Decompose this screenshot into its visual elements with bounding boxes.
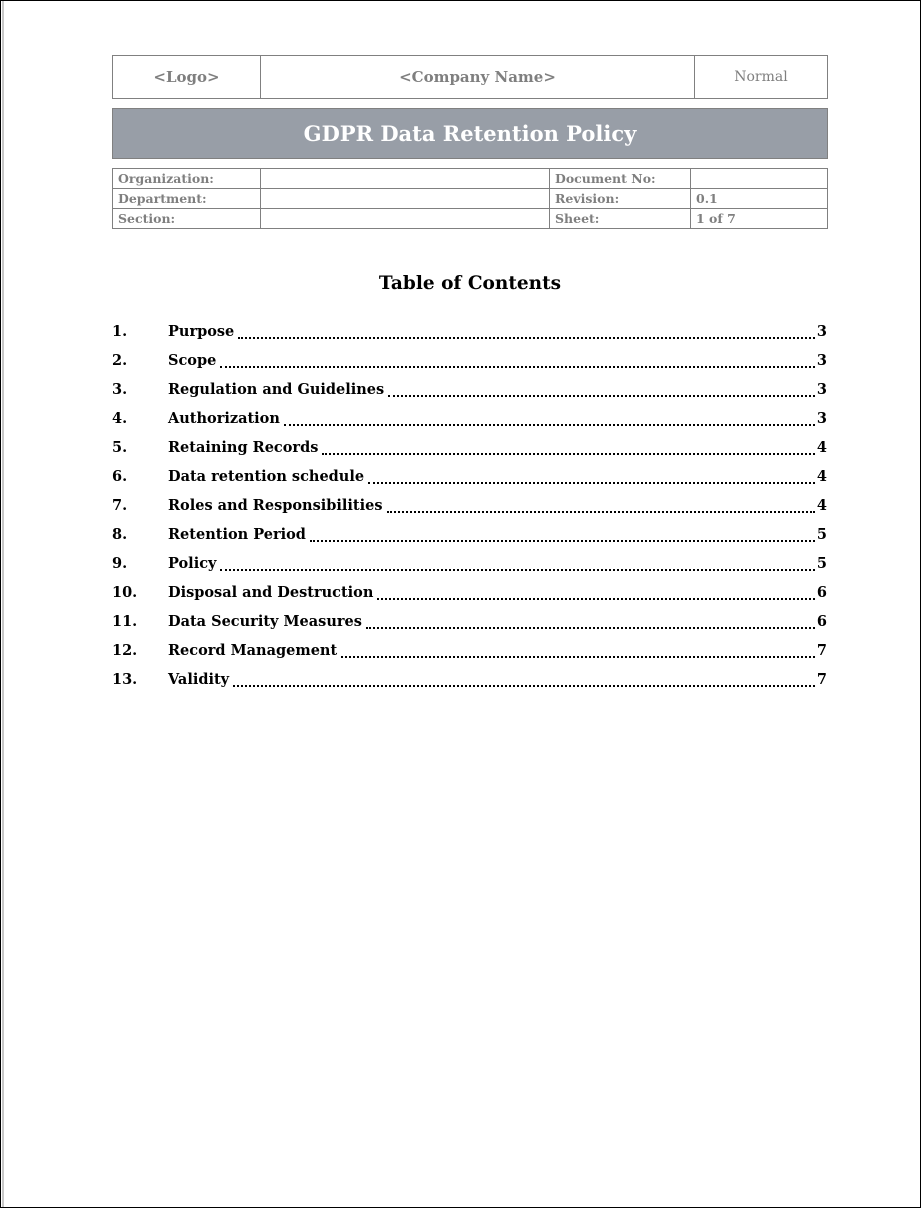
toc-entry[interactable] — [112, 375, 827, 404]
toc-entry[interactable] — [112, 549, 827, 578]
toc-dot-leader — [322, 439, 815, 455]
meta-row — [113, 169, 828, 189]
organization-value — [261, 169, 550, 189]
toc-entry-label[interactable]: Scope — [168, 352, 217, 369]
revision-value: 0.1 — [691, 189, 828, 209]
toc-entry-page[interactable]: 5 — [816, 555, 827, 572]
department-value — [261, 189, 550, 209]
toc-entry-number: 9. — [112, 555, 128, 572]
toc-entry-label[interactable]: Purpose — [168, 323, 235, 340]
toc-entry[interactable] — [112, 404, 827, 433]
toc-entry-number: 10. — [112, 584, 138, 601]
toc-entry-number: 1. — [112, 323, 128, 340]
meta-row — [113, 209, 828, 229]
toc-entry-number: 13. — [112, 671, 138, 688]
toc-entry-page[interactable]: 4 — [816, 439, 827, 456]
toc-entry[interactable] — [112, 433, 827, 462]
document-no-label: Document No: — [550, 169, 691, 189]
document-title: GDPR Data Retention Policy — [112, 108, 828, 159]
toc-title: Table of Contents — [378, 273, 562, 294]
toc-entry-number: 2. — [112, 352, 128, 369]
table-of-contents — [112, 317, 827, 694]
toc-entry[interactable] — [112, 520, 827, 549]
toc-dot-leader — [366, 613, 815, 629]
revision-label: Revision: — [550, 189, 691, 209]
toc-entry-page[interactable]: 5 — [816, 526, 827, 543]
toc-entry-number: 7. — [112, 497, 128, 514]
toc-entry[interactable] — [112, 607, 827, 636]
organization-label: Organization: — [113, 169, 261, 189]
company-name: <Company Name> — [261, 56, 695, 98]
toc-dot-leader — [220, 555, 814, 571]
document-meta-table — [112, 168, 828, 229]
toc-entry-page[interactable]: 3 — [816, 381, 827, 398]
toc-entry-page[interactable]: 7 — [816, 642, 827, 659]
toc-entry-label[interactable]: Data retention schedule — [168, 468, 365, 485]
toc-dot-leader — [238, 323, 815, 339]
header-table — [112, 55, 828, 99]
toc-entry-page[interactable]: 3 — [816, 323, 827, 340]
toc-entry-page[interactable]: 3 — [816, 352, 827, 369]
toc-entry[interactable] — [112, 346, 827, 375]
toc-dot-leader — [341, 642, 815, 658]
toc-entry-number: 6. — [112, 468, 128, 485]
toc-entry[interactable] — [112, 578, 827, 607]
toc-entry[interactable] — [112, 462, 827, 491]
toc-entry-label[interactable]: Validity — [168, 671, 230, 688]
meta-row — [113, 189, 828, 209]
toc-dot-leader — [220, 352, 815, 368]
section-label: Section: — [113, 209, 261, 229]
toc-entry[interactable] — [112, 317, 827, 346]
toc-entry-label[interactable]: Policy — [168, 555, 217, 572]
toc-entry-label[interactable]: Regulation and Guidelines — [168, 381, 385, 398]
logo-placeholder: <Logo> — [113, 56, 261, 98]
document-no-value — [691, 169, 828, 189]
toc-dot-leader — [310, 526, 815, 542]
sheet-value: 1 of 7 — [691, 209, 828, 229]
toc-entry-label[interactable]: Record Management — [168, 642, 338, 659]
toc-entry-label[interactable]: Authorization — [168, 410, 280, 427]
toc-entry-number: 4. — [112, 410, 128, 427]
toc-entry-page[interactable]: 6 — [816, 613, 827, 630]
toc-entry[interactable] — [112, 665, 827, 694]
toc-entry-page[interactable]: 7 — [816, 671, 827, 688]
sheet-label: Sheet: — [550, 209, 691, 229]
toc-entry-number: 3. — [112, 381, 128, 398]
toc-entry-label[interactable]: Data Security Measures — [168, 613, 362, 630]
section-value — [261, 209, 550, 229]
toc-dot-leader — [388, 381, 815, 397]
toc-entry[interactable] — [112, 491, 827, 520]
department-label: Department: — [113, 189, 261, 209]
toc-entry-number: 5. — [112, 439, 128, 456]
toc-entry-label[interactable]: Roles and Responsibilities — [168, 497, 383, 514]
toc-entry-page[interactable]: 4 — [816, 468, 827, 485]
toc-entry-number: 12. — [112, 642, 138, 659]
toc-entry-number: 11. — [112, 613, 138, 630]
toc-dot-leader — [387, 497, 815, 513]
toc-entry-label[interactable]: Retention Period — [168, 526, 306, 543]
toc-entry-page[interactable]: 3 — [816, 410, 827, 427]
toc-entry-page[interactable]: 6 — [816, 584, 827, 601]
toc-entry-label[interactable]: Disposal and Destruction — [168, 584, 374, 601]
toc-entry[interactable] — [112, 636, 827, 665]
toc-dot-leader — [377, 584, 815, 600]
toc-dot-leader — [233, 671, 815, 687]
toc-entry-number: 8. — [112, 526, 128, 543]
toc-dot-leader — [368, 468, 815, 484]
toc-entry-label[interactable]: Retaining Records — [168, 439, 319, 456]
classification-label: Normal — [734, 69, 788, 85]
toc-dot-leader — [284, 410, 815, 426]
toc-entry-page[interactable]: 4 — [816, 497, 827, 514]
